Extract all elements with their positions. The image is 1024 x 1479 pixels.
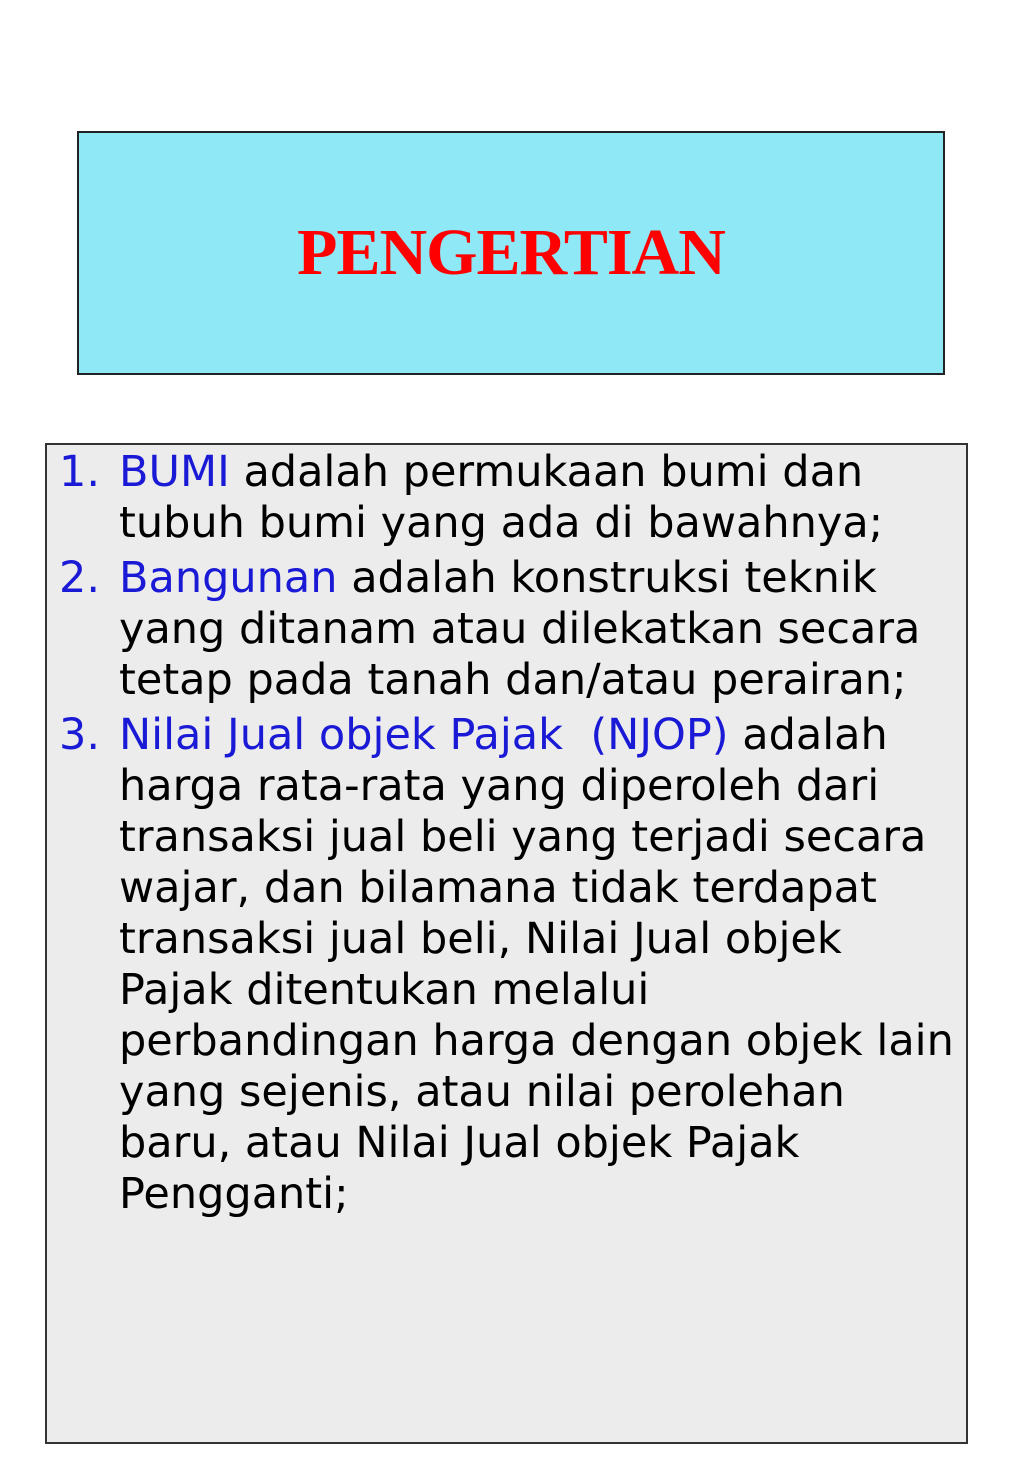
item-term: Bangunan: [119, 553, 338, 603]
definition-item-njop: [59, 710, 959, 1220]
item-description: adalah konstruksi teknik yang ditanam atau dilekatkan secara tetap pada tanah dan/atau perairan;: [119, 553, 921, 705]
title-banner: [77, 131, 945, 375]
item-number: 2.: [59, 553, 101, 603]
item-description: adalah permukaan bumi dan tubuh bumi yang ada di bawahnya;: [119, 447, 884, 548]
item-term: BUMI: [119, 447, 230, 497]
definition-panel: [45, 443, 968, 1444]
item-number: 3.: [59, 710, 101, 760]
item-number: 1.: [59, 447, 101, 497]
definition-list: [59, 447, 959, 1224]
item-description: adalah harga rata-rata yang diperoleh dari transaksi jual beli yang terjadi secara wajar, dan bilamana tidak terdapat transaksi jual beli, Nilai Jual objek Pajak ditentukan melalui perbandingan harga dengan objek lain yang sejenis, atau nilai perolehan baru, atau Nilai Jual objek Pajak Pengganti;: [119, 710, 954, 1219]
definition-item-bumi: [59, 447, 959, 549]
definition-item-bangunan: [59, 553, 959, 706]
page-title: PENGERTIAN: [297, 216, 725, 289]
item-term: Nilai Jual objek Pajak (NJOP): [119, 710, 729, 760]
